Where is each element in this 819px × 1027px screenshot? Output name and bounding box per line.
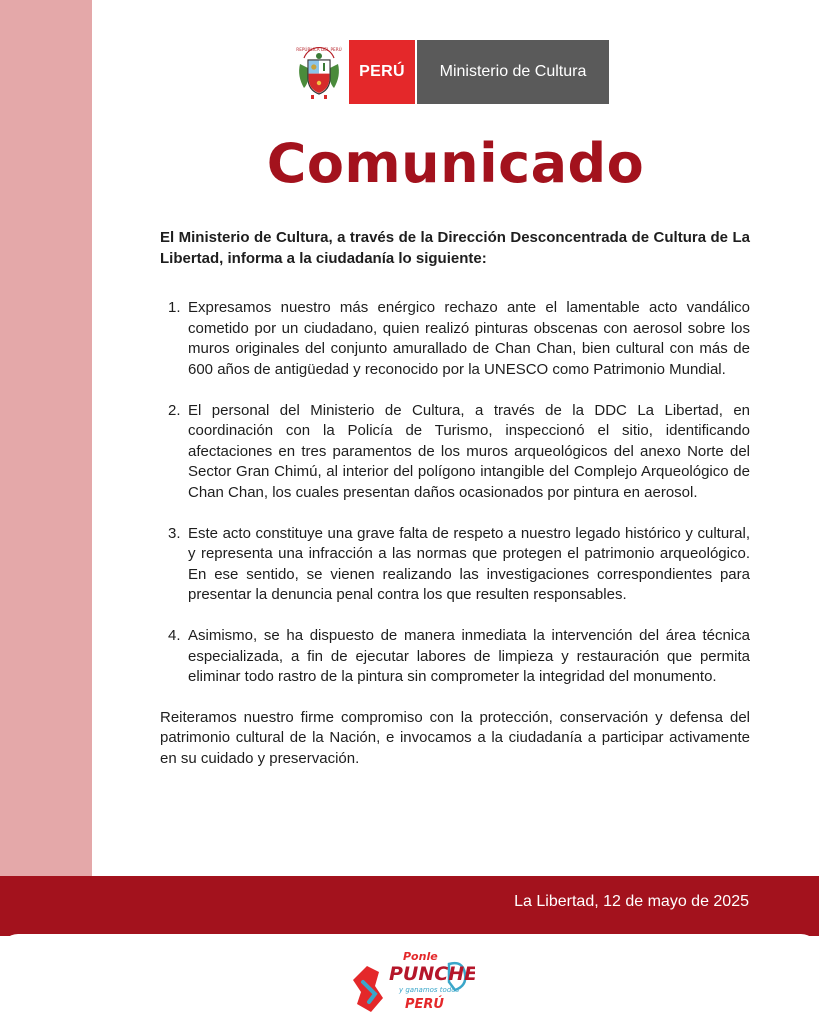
peru-brand-box: PERÚ	[349, 40, 415, 104]
closing-paragraph: Reiteramos nuestro firme compromiso con la protección, conservación y defensa del patrimonio cultural de la Nación, e invocamos a la ciudadanía a participar activamente en su cuidado y preservación.	[160, 708, 750, 767]
list-item-text: Este acto constituye una grave falta de respeto a nuestro legado histórico y cultural, y representa una infracción a las normas que protegen el patrimonio arqueológico. En ese sentido, se vienen realizando las investigaciones correspondientes para presentar la denuncia penal contra los que resulten responsables.	[188, 524, 750, 604]
list-item-text: Expresamos nuestro más enérgico rechazo ante el lamentable acto vandálico cometido por un ciudadano, quien realizó pinturas obscenas con aerosol sobre los muros originales del conjunto amurallado de Chan Chan, bien cultural con más de 600 años de antigüedad y reconocido por la UNESCO como Patrimonio Mundial.	[188, 299, 750, 378]
svg-text:y ganamos todos: y ganamos todos	[399, 986, 460, 994]
ministry-name-box: Ministerio de Cultura	[417, 40, 609, 104]
list-item	[160, 298, 750, 380]
svg-text:PUNCHE: PUNCHE	[389, 963, 475, 985]
svg-text:REPÚBLICA DEL PERÚ: REPÚBLICA DEL PERÚ	[296, 47, 342, 52]
ponle-punche-logo	[345, 942, 475, 1022]
list-item	[160, 401, 750, 504]
list-item-number: 4.	[168, 626, 181, 644]
svg-text:PERÚ: PERÚ	[405, 997, 444, 1012]
points-list	[160, 298, 750, 688]
statement-body	[160, 228, 750, 769]
coat-of-arms-icon	[294, 40, 344, 104]
footer-band	[0, 876, 819, 936]
list-item-number: 1.	[168, 299, 181, 317]
list-item-number: 2.	[168, 401, 181, 419]
page-title: Comunicado	[266, 132, 645, 195]
intro-paragraph: El Ministerio de Cultura, a través de la Dirección Desconcentrada de Cultura de La Libertad, informa a la ciudadanía lo siguiente:	[160, 229, 750, 267]
list-item	[160, 524, 750, 606]
date-line: La Libertad, 12 de mayo de 2025	[514, 893, 749, 910]
svg-text:Ponle: Ponle	[403, 950, 438, 963]
list-item	[160, 626, 750, 688]
list-item-text: El personal del Ministerio de Cultura, a través de la DDC La Libertad, en coordinación con la Policía de Turismo, inspeccionó el sitio, identificando afectaciones en tres paramentos de los muros arqueológicos del anexo Norte del Sector Gran Chimú, al interior del polígono intangible del Complejo Arqueológico de Chan Chan, los cuales presentan daños ocasionados por pintura en aerosol.	[188, 401, 750, 501]
list-item-number: 3.	[168, 524, 181, 542]
ministry-header-logo	[294, 40, 609, 104]
list-item-text: Asimismo, se ha dispuesto de manera inmediata la intervención del área técnica especializada, a fin de ejecutar labores de limpieza y restauración que permita eliminar todo rastro de la pintura sin comprometer la integridad del monumento.	[188, 626, 750, 686]
side-decor-bar	[0, 0, 92, 880]
